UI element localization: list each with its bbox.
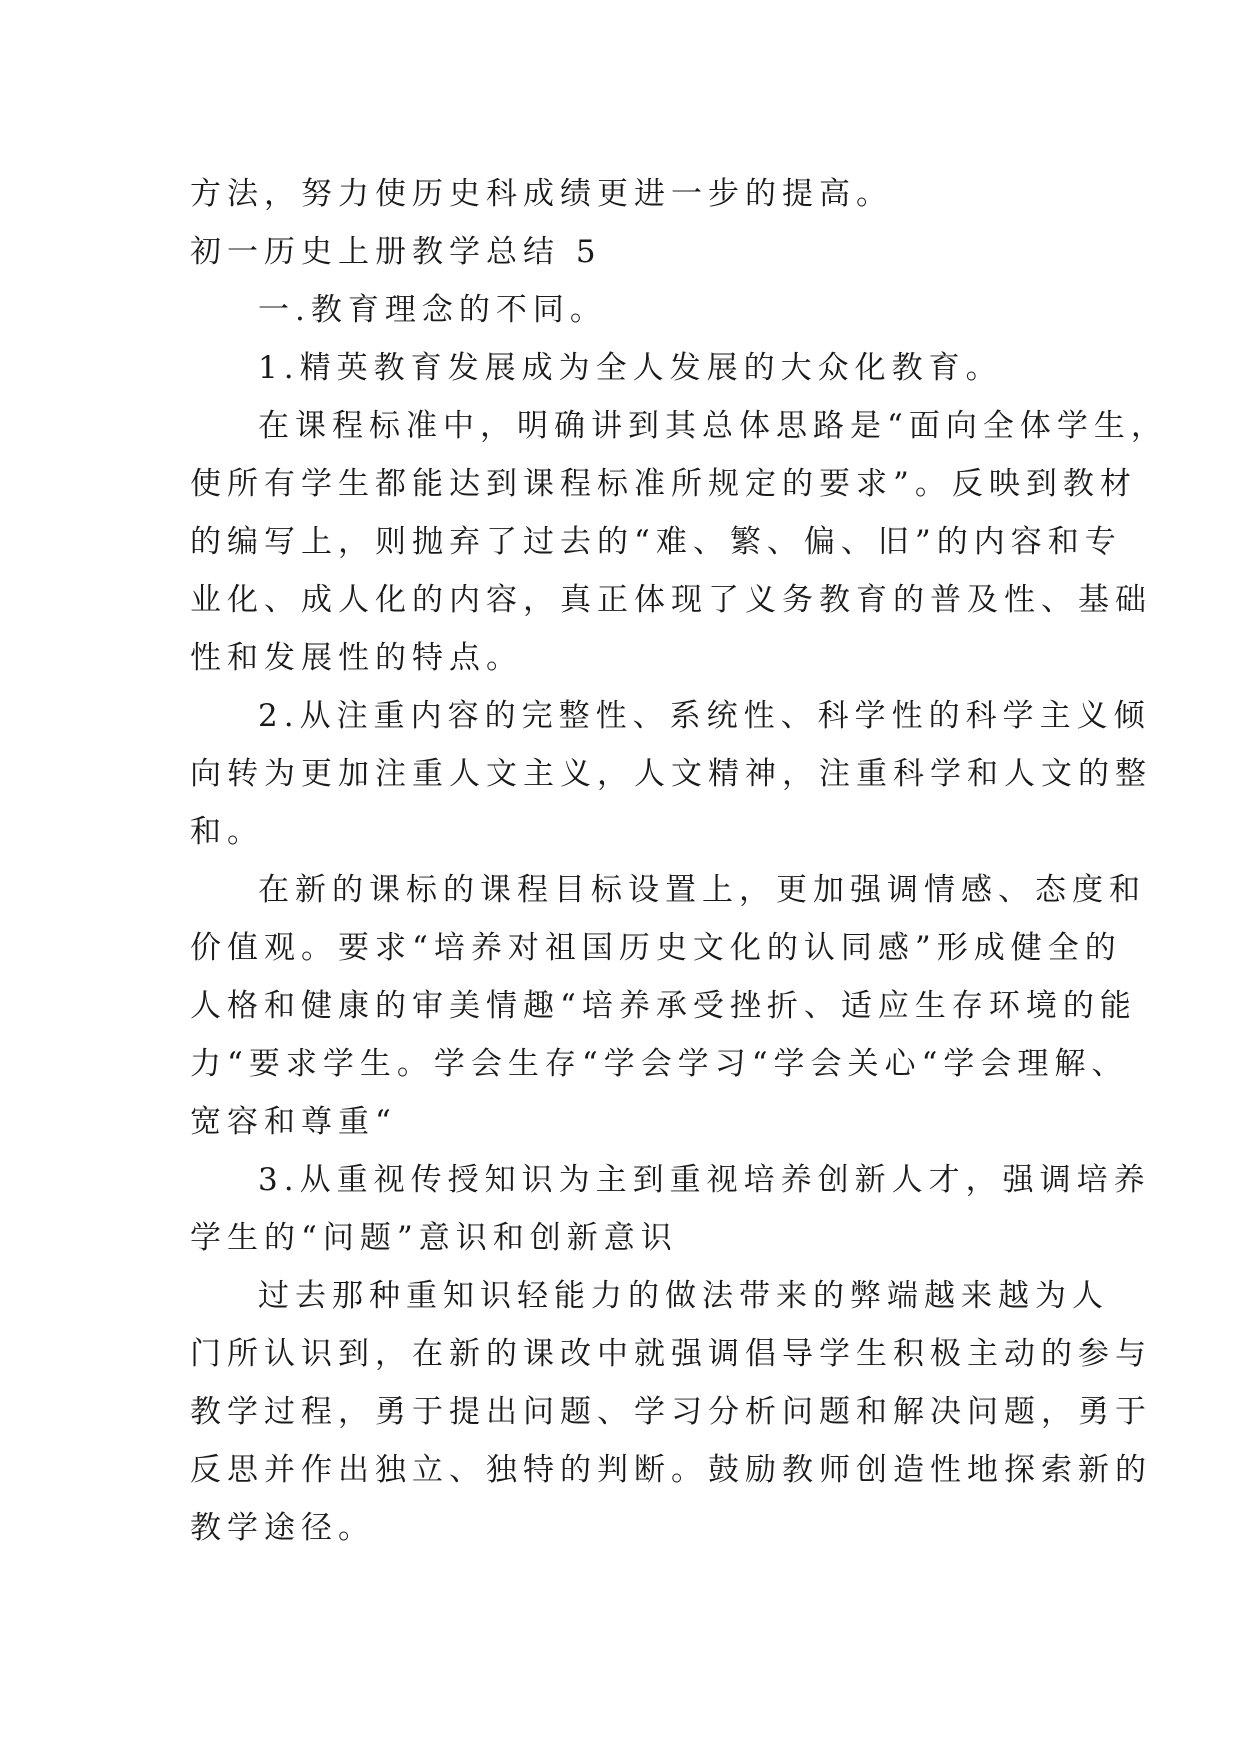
text-line: 学生的“问题”意识和创新意识 [190, 1220, 678, 1256]
subheading-line: 1.精英教育发展成为全人发展的大众化教育。 [258, 350, 1003, 386]
heading-line: 一.教育理念的不同。 [258, 292, 607, 328]
text-line: 业化、成人化的内容，真正体现了义务教育的普及性、基础 [190, 582, 1152, 618]
text-line: 人格和健康的审美情趣“培养承受挫折、适应生存环境的能 [190, 988, 1137, 1024]
subheading-line: 2.从注重内容的完整性、系统性、科学性的科学主义倾 [258, 698, 1151, 734]
text-line: 使所有学生都能达到课程标准所规定的要求”。反映到教材 [190, 466, 1137, 502]
text-line: 的编写上，则抛弃了过去的“难、繁、偏、旧”的内容和专 [190, 524, 1122, 560]
text-line: 反思并作出独立、独特的判断。鼓励教师创造性地探索新的 [190, 1452, 1152, 1488]
text-line: 教学过程，勇于提出问题、学习分析问题和解决问题，勇于 [190, 1394, 1152, 1430]
text-line: 在新的课标的课程目标设置上，更加强调情感、态度和 [258, 872, 1146, 908]
document-page [190, 165, 1168, 1557]
text-line: 教学途径。 [190, 1510, 375, 1546]
text-line: 和。 [190, 814, 264, 850]
text-line: 方法，努力使历史科成绩更进一步的提高。 [190, 176, 893, 212]
text-line: 门所认识到，在新的课改中就强调倡导学生积极主动的参与 [190, 1336, 1152, 1372]
section-title: 初一历史上册教学总结 5 [190, 234, 602, 270]
subheading-line: 3.从重视传授知识为主到重视培养创新人才，强调培养 [258, 1162, 1151, 1198]
text-line: 力“要求学生。学会生存“学会学习“学会关心“学会理解、 [190, 1046, 1129, 1082]
text-line: 价值观。要求“培养对祖国历史文化的认同感”形成健全的 [190, 930, 1122, 966]
text-line: 性和发展性的特点。 [190, 640, 523, 676]
text-line: 宽容和尊重“ [190, 1104, 397, 1140]
text-line: 过去那种重知识轻能力的做法带来的弊端越来越为人 [258, 1278, 1109, 1314]
text-line: 在课程标准中，明确讲到其总体思路是“面向全体学生， [258, 408, 1168, 444]
text-line: 向转为更加注重人文主义，人文精神，注重科学和人文的整 [190, 756, 1152, 792]
